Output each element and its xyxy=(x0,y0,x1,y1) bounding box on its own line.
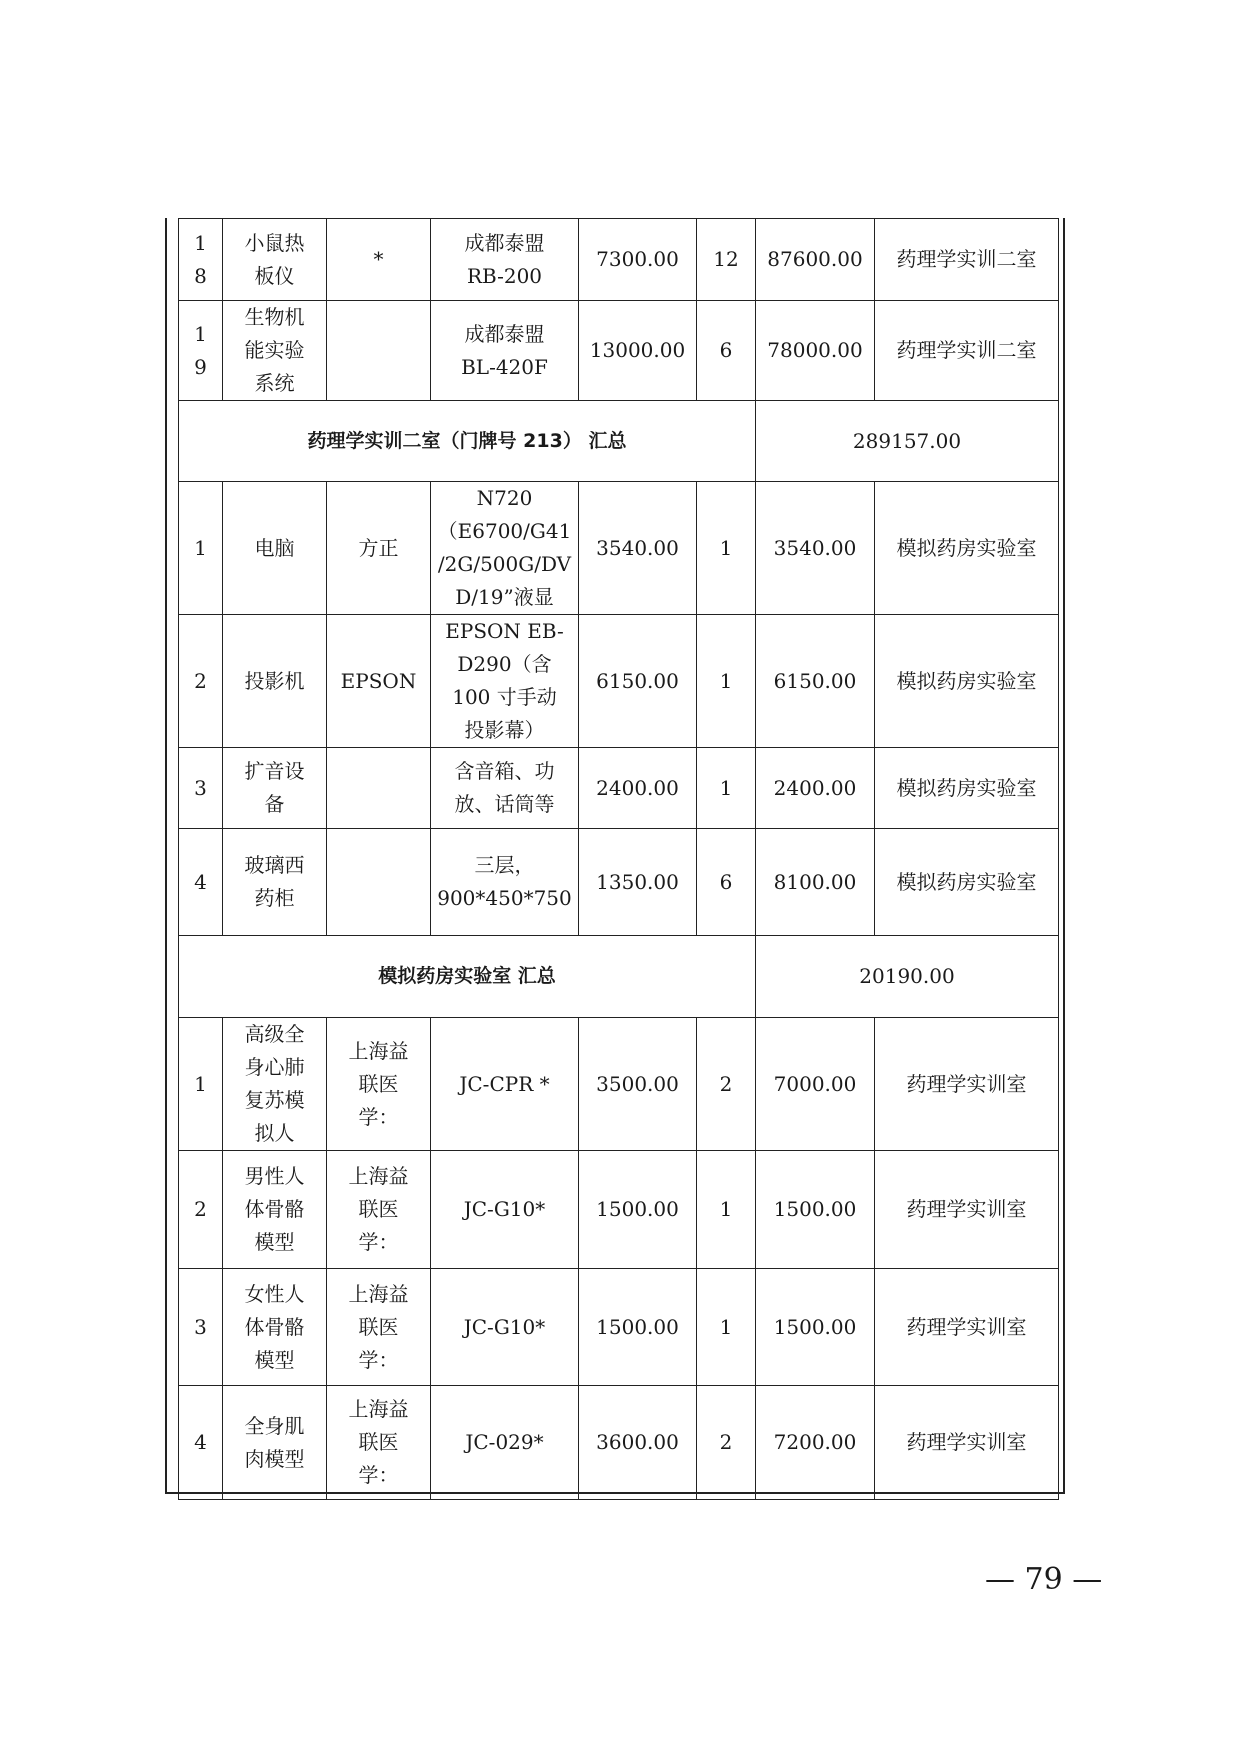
row-model: 成都泰盟 BL-420F xyxy=(431,301,579,401)
row-location: 模拟药房实验室 xyxy=(875,829,1059,936)
row-model: EPSON EB- D290（含 100 寸手动 投影幕） xyxy=(431,615,579,748)
row-brand xyxy=(327,829,431,936)
row-brand: 上海益 联医 学： xyxy=(327,1386,431,1500)
summary-label: 模拟药房实验室 汇总 xyxy=(179,936,756,1018)
summary-row xyxy=(179,936,1059,1018)
summary-label: 药理学实训二室（门牌号 213） 汇总 xyxy=(179,401,756,482)
row-name: 小鼠热 板仪 xyxy=(223,219,327,301)
summary-value: 289157.00 xyxy=(756,401,1059,482)
row-qty: 1 xyxy=(697,1269,756,1386)
row-seq: 1 xyxy=(179,1018,223,1151)
table-row xyxy=(179,615,1059,748)
row-seq: 2 xyxy=(179,1151,223,1269)
row-price: 3500.00 xyxy=(579,1018,697,1151)
equipment-table xyxy=(178,218,1059,1500)
row-name: 电脑 xyxy=(223,482,327,615)
row-qty: 2 xyxy=(697,1018,756,1151)
row-price: 6150.00 xyxy=(579,615,697,748)
row-total: 1500.00 xyxy=(756,1269,875,1386)
row-name: 玻璃西 药柜 xyxy=(223,829,327,936)
page-number: — 79 — xyxy=(985,1562,1103,1597)
row-name: 高级全 身心肺 复苏模 拟人 xyxy=(223,1018,327,1151)
row-total: 8100.00 xyxy=(756,829,875,936)
row-model: JC-029* xyxy=(431,1386,579,1500)
row-model: JC-G10* xyxy=(431,1151,579,1269)
row-name: 投影机 xyxy=(223,615,327,748)
row-name: 生物机 能实验 系统 xyxy=(223,301,327,401)
row-name: 女性人 体骨骼 模型 xyxy=(223,1269,327,1386)
summary-row xyxy=(179,401,1059,482)
row-price: 3540.00 xyxy=(579,482,697,615)
row-price: 1500.00 xyxy=(579,1269,697,1386)
row-total: 7000.00 xyxy=(756,1018,875,1151)
row-total: 2400.00 xyxy=(756,748,875,829)
row-location: 药理学实训室 xyxy=(875,1386,1059,1500)
row-qty: 1 xyxy=(697,615,756,748)
row-price: 2400.00 xyxy=(579,748,697,829)
table-row xyxy=(179,1151,1059,1269)
row-price: 7300.00 xyxy=(579,219,697,301)
row-location: 药理学实训室 xyxy=(875,1018,1059,1151)
row-brand xyxy=(327,748,431,829)
table-row xyxy=(179,1269,1059,1386)
row-qty: 1 xyxy=(697,748,756,829)
row-qty: 6 xyxy=(697,829,756,936)
row-brand: 方正 xyxy=(327,482,431,615)
row-brand: 上海益 联医 学： xyxy=(327,1018,431,1151)
row-total: 78000.00 xyxy=(756,301,875,401)
row-model: 三层， 900*450*750 xyxy=(431,829,579,936)
row-location: 药理学实训二室 xyxy=(875,301,1059,401)
table-row xyxy=(179,829,1059,936)
table-row xyxy=(179,482,1059,615)
row-seq: 1 9 xyxy=(179,301,223,401)
row-location: 药理学实训二室 xyxy=(875,219,1059,301)
row-total: 6150.00 xyxy=(756,615,875,748)
row-total: 7200.00 xyxy=(756,1386,875,1500)
row-brand xyxy=(327,301,431,401)
table-row xyxy=(179,301,1059,401)
row-qty: 1 xyxy=(697,1151,756,1269)
row-name: 全身肌 肉模型 xyxy=(223,1386,327,1500)
row-seq: 4 xyxy=(179,1386,223,1500)
row-name: 男性人 体骨骼 模型 xyxy=(223,1151,327,1269)
row-price: 13000.00 xyxy=(579,301,697,401)
row-seq: 1 8 xyxy=(179,219,223,301)
row-location: 药理学实训室 xyxy=(875,1151,1059,1269)
row-total: 3540.00 xyxy=(756,482,875,615)
row-location: 模拟药房实验室 xyxy=(875,748,1059,829)
row-seq: 3 xyxy=(179,748,223,829)
row-name: 扩音设 备 xyxy=(223,748,327,829)
row-qty: 1 xyxy=(697,482,756,615)
row-seq: 1 xyxy=(179,482,223,615)
row-model: N720 （E6700/G41 /2G/500G/DV D/19”液显 xyxy=(431,482,579,615)
row-qty: 2 xyxy=(697,1386,756,1500)
row-seq: 4 xyxy=(179,829,223,936)
row-seq: 2 xyxy=(179,615,223,748)
row-brand: * xyxy=(327,219,431,301)
row-model: 含音箱、功 放、话筒等 xyxy=(431,748,579,829)
row-brand: 上海益 联医 学： xyxy=(327,1151,431,1269)
row-price: 1350.00 xyxy=(579,829,697,936)
table-row xyxy=(179,1386,1059,1500)
row-model: 成都泰盟 RB-200 xyxy=(431,219,579,301)
row-location: 模拟药房实验室 xyxy=(875,615,1059,748)
row-price: 1500.00 xyxy=(579,1151,697,1269)
table-row xyxy=(179,1018,1059,1151)
summary-value: 20190.00 xyxy=(756,936,1059,1018)
row-qty: 12 xyxy=(697,219,756,301)
row-seq: 3 xyxy=(179,1269,223,1386)
row-brand: EPSON xyxy=(327,615,431,748)
row-price: 3600.00 xyxy=(579,1386,697,1500)
row-qty: 6 xyxy=(697,301,756,401)
row-model: JC-CPR * xyxy=(431,1018,579,1151)
row-location: 药理学实训室 xyxy=(875,1269,1059,1386)
row-model: JC-G10* xyxy=(431,1269,579,1386)
row-location: 模拟药房实验室 xyxy=(875,482,1059,615)
row-total: 1500.00 xyxy=(756,1151,875,1269)
table-row xyxy=(179,748,1059,829)
row-brand: 上海益 联医 学： xyxy=(327,1269,431,1386)
table-row xyxy=(179,219,1059,301)
row-total: 87600.00 xyxy=(756,219,875,301)
